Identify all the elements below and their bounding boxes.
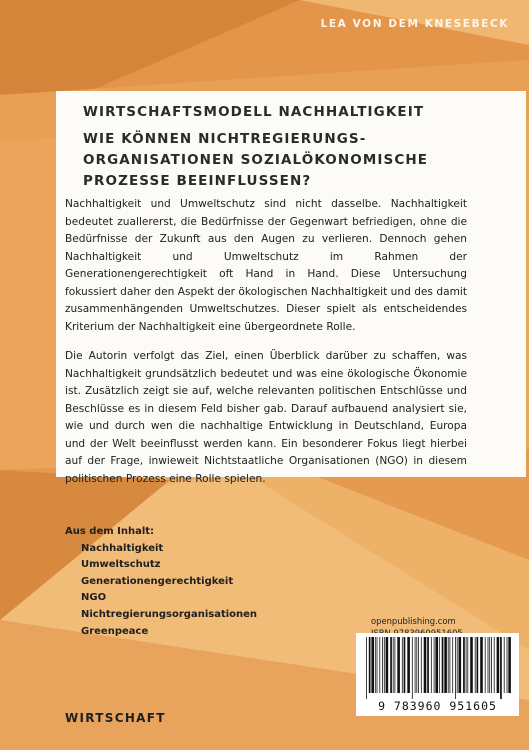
category-label: WIRTSCHAFT bbox=[65, 711, 166, 725]
publisher-url: openpublishing.com bbox=[371, 616, 456, 626]
author-name: LEA VON DEM KNESEBECK bbox=[320, 18, 509, 30]
blurb-text bbox=[65, 196, 467, 500]
contents-item: Generationengerechtigkeit bbox=[81, 575, 234, 587]
barcode-box bbox=[356, 633, 519, 716]
contents-item: Nachhaltigkeit bbox=[81, 542, 164, 554]
contents-item: Nichtregierungsorganisationen bbox=[81, 608, 258, 620]
blurb-paragraph: Die Autorin verfolgt das Ziel, einen Überblick darüber zu schaffen, was Nachhaltigkeit grundsätzlich bedeutet und was eine ökologische Ökonomie ist. Zusätzlich zeigt sie auf, welche relevanten politischen Entschlüsse und Beschlüsse es in diesem Feld bisher gab. Darauf aufbauend analysiert sie, wie und durch wen die nachhaltige Entwicklung in Deutschland, Europa und der Welt beeinflusst werden kann. Ein besonderer Fokus liegt hierbei auf der Frage, inwieweit Nichtstaatliche Organisationen (NGO) in diesem politischen Prozess eine Rolle spielen. bbox=[65, 350, 467, 485]
book-subtitle bbox=[83, 129, 428, 192]
subtitle-line: ORGANISATIONEN SOZIALÖKONOMISCHE bbox=[83, 152, 429, 168]
subtitle-line: PROZESSE BEEINFLUSSEN? bbox=[83, 173, 312, 189]
barcode-digits: 9 783960 951605 bbox=[378, 699, 497, 713]
book-title: WIRTSCHAFTSMODELL NACHHALTIGKEIT bbox=[83, 104, 425, 120]
barcode bbox=[364, 637, 512, 699]
contents-box bbox=[65, 524, 257, 640]
subtitle-line: WIE KÖNNEN NICHTREGIERUNGS- bbox=[83, 131, 367, 147]
contents-list bbox=[65, 541, 257, 641]
contents-item: Umweltschutz bbox=[81, 559, 161, 571]
contents-heading: Aus dem Inhalt: bbox=[65, 526, 155, 537]
contents-item: NGO bbox=[81, 592, 107, 604]
contents-item: Greenpeace bbox=[81, 625, 149, 637]
blurb-paragraph: Nachhaltigkeit und Umweltschutz sind nicht dasselbe. Nachhaltigkeit bedeutet zuallererst, die Bedürfnisse der Gegenwart befriedigen, ohne die Bedürfnisse der Zukunft aus den Augen zu verlieren. Dennoch gehen Nachhaltigkeit und Umweltschutz im Rahmen der Generationengerechtigkeit oft Hand in Hand. Diese Untersuchung fokussiert daher den Aspekt der ökologischen Nachhaltigkeit und des damit zusammenhängenden Umweltschutzes. Dieser spielt als entscheidendes Kriterium der Nachhaltigkeit eine übergeordnete Rolle. bbox=[65, 198, 467, 333]
